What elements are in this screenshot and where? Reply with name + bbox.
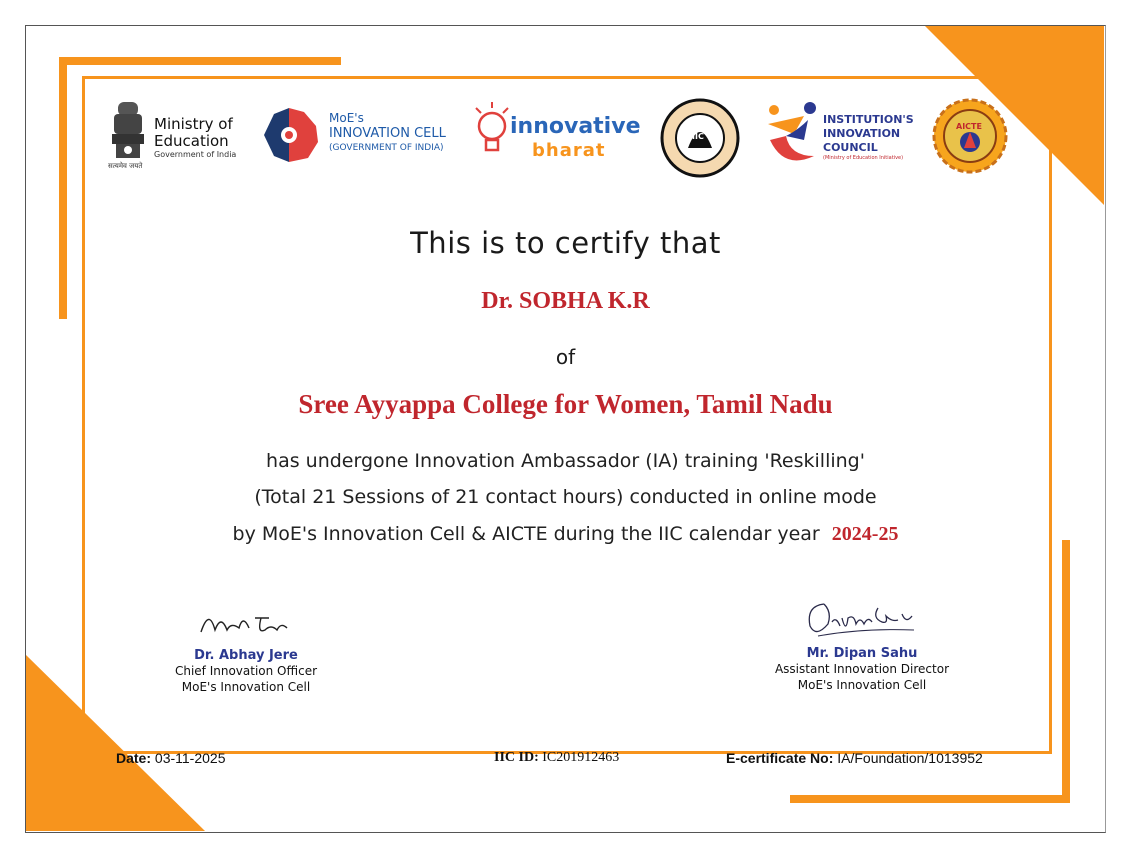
signature-dipan-icon — [802, 598, 922, 640]
training-line-3-text: by MoE's Innovation Cell & AICTE during the IIC calendar year — [232, 523, 820, 545]
moe-cell-logo-text — [329, 111, 446, 156]
moe-cell-line1: MoE's — [329, 111, 364, 125]
ministry-line3: Government of India — [154, 150, 237, 159]
signatory-right-name: Mr. Dipan Sahu — [806, 646, 918, 661]
training-line-1: has undergone Innovation Ambassador (IA) training 'Reskilling' — [266, 450, 865, 472]
signature-abhay-icon — [191, 604, 301, 642]
iic-figure-icon — [764, 100, 820, 170]
signatory-left — [146, 604, 346, 695]
signatory-left-title1: Chief Innovation Officer — [174, 664, 318, 678]
ecert-value: IA/Foundation/1013952 — [837, 750, 983, 766]
signatory-right-title1: Assistant Innovation Director — [774, 662, 950, 676]
of-text: of — [555, 345, 576, 369]
ministry-line2: Education — [154, 132, 229, 150]
iic-id-label: IIC ID: — [494, 750, 539, 765]
iic-line2: INNOVATION — [823, 127, 901, 140]
ministry-logo-text — [154, 116, 236, 160]
signatory-right-title2: MoE's Innovation Cell — [797, 678, 927, 692]
brain-gear-icon — [256, 102, 322, 168]
moe-cell-line2: INNOVATION CELL — [329, 126, 446, 141]
iic-line1: INSTITUTION'S — [823, 113, 914, 126]
iic-line3: COUNCIL — [823, 141, 878, 154]
footer-ecert — [726, 750, 983, 766]
signatory-left-title2: MoE's Innovation Cell — [181, 680, 311, 694]
innovative-text: innovative — [510, 114, 641, 139]
signatory-right — [752, 598, 972, 693]
ecert-label: E-certificate No: — [726, 750, 834, 766]
bulb-icon — [472, 102, 512, 162]
recipient-name: Dr. SOBHA K.R — [481, 288, 650, 314]
date-value: 03-11-2025 — [154, 750, 226, 766]
institution-name: Sree Ayyappa College for Women, Tamil Nadu — [298, 389, 833, 419]
iic-id-value: IC201912463 — [542, 750, 620, 765]
aicte-label: AICTE — [956, 122, 982, 131]
moe-cell-line3: (GOVERNMENT OF INDIA) — [329, 143, 444, 153]
iic-line4: (Ministry of Education Initiative) — [823, 155, 904, 161]
calendar-year: 2024-25 — [831, 523, 899, 545]
logo-row — [100, 96, 1020, 186]
training-line-2: (Total 21 Sessions of 21 contact hours) conducted in online mode — [254, 486, 877, 508]
footer-iic-id — [494, 750, 619, 766]
footer-date — [116, 750, 225, 766]
date-label: Date: — [116, 750, 152, 766]
emblem-motto: सत्यमेव जयते — [108, 162, 143, 170]
training-line-3 — [0, 523, 1131, 546]
aicte-gear-icon — [932, 98, 1008, 174]
bharat-text: bharat — [532, 140, 606, 161]
iic-logo-text — [823, 113, 914, 162]
certify-heading: This is to certify that — [410, 226, 721, 260]
ambassador-seal-label: IIC — [692, 132, 704, 141]
signatory-left-name: Dr. Abhay Jere — [194, 648, 298, 663]
ministry-line1: Ministry of — [154, 115, 233, 133]
